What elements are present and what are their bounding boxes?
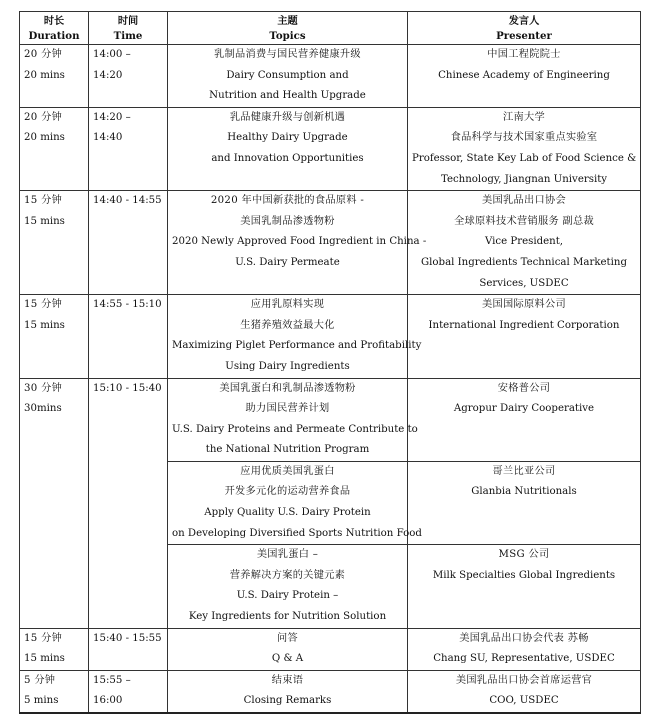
duration-cell — [20, 670, 89, 713]
time-cell: 15:40 - 15:55 — [89, 628, 168, 670]
topic-cell — [168, 670, 408, 713]
duration-zh: 20 分钟 — [24, 49, 63, 60]
presenter-line: 美国乳品出口协会代表 苏畅 — [459, 632, 589, 644]
duration-zh: 20 分钟 — [24, 111, 63, 123]
topic-line: and Innovation Opportunities — [211, 152, 364, 164]
table-row — [20, 191, 641, 295]
header-duration-zh: 时长 — [43, 15, 65, 27]
time-cell: 15:55 – 16:00 — [89, 670, 168, 713]
presenter-line: 中国工程院院士 — [487, 49, 561, 60]
presenter-line: Glanbia Nutritionals — [471, 486, 577, 498]
duration-en: 20 mins — [24, 69, 65, 81]
presenter-line: 江南大学 — [503, 111, 545, 123]
topic-line: 问答 — [277, 632, 298, 644]
topic-cell — [168, 545, 408, 628]
presenter-line: Technology, Jiangnan University — [440, 173, 608, 185]
topic-line: 2020 Newly Approved Food Ingredient in China - — [172, 236, 427, 248]
presenter-line: 美国乳品出口协会首席运营官 — [455, 674, 593, 686]
header-time-en: Time — [113, 29, 143, 42]
duration-cell — [20, 107, 89, 190]
topic-line: Key Ingredients for Nutrition Solution — [188, 611, 387, 623]
topic-line: 生猪养殖效益最大化 — [240, 319, 335, 331]
duration-zh: 15 分钟 — [24, 299, 63, 311]
time-cell: 15:10 - 15:40 — [89, 378, 168, 628]
duration-cell — [20, 191, 89, 295]
time-cell: 14:00 – 14:20 — [89, 45, 168, 108]
header-topics-zh: 主题 — [277, 15, 298, 27]
topic-cell — [168, 45, 408, 108]
header-duration-en: Duration — [28, 29, 80, 42]
header-topics-en: Topics — [269, 29, 306, 42]
topic-line: U.S. Dairy Permeate — [235, 256, 340, 268]
presenter-line: 安格普公司 — [497, 382, 551, 394]
agenda-table — [19, 11, 641, 714]
presenter-cell — [408, 461, 641, 544]
presenter-cell — [408, 545, 641, 628]
topic-line: 美国乳蛋白和乳制品渗透物粉 — [219, 382, 356, 394]
header-row — [20, 12, 641, 45]
duration-zh: 5 分钟 — [24, 674, 56, 686]
table-row — [20, 378, 641, 461]
topic-line: 乳制品消费与国民营养健康升级 — [214, 49, 361, 60]
time-cell: 14:55 - 15:10 — [89, 295, 168, 378]
header-time — [89, 12, 168, 45]
presenter-line: MSG 公司 — [498, 549, 550, 561]
presenter-line: 美国乳品出口协会 — [482, 195, 566, 207]
duration-en: 15 mins — [24, 653, 65, 665]
presenter-cell — [408, 191, 641, 295]
topic-cell — [168, 107, 408, 190]
duration-zh: 15 分钟 — [24, 632, 63, 644]
time-cell: 14:40 - 14:55 — [89, 191, 168, 295]
presenter-cell — [408, 107, 641, 190]
duration-en: 30mins — [24, 403, 62, 415]
presenter-line: Professor, State Key Lab of Food Science & — [412, 152, 637, 164]
topic-line: Closing Remarks — [243, 695, 332, 707]
presenter-line: Services, USDEC — [479, 277, 569, 289]
topic-line: U.S. Dairy Protein – — [236, 590, 339, 602]
presenter-line: Chinese Academy of Engineering — [438, 69, 610, 81]
topic-line: Q & A — [271, 653, 304, 665]
table-row — [20, 295, 641, 378]
topic-line: Nutrition and Health Upgrade — [209, 90, 366, 102]
presenter-cell — [408, 295, 641, 378]
topic-line: on Developing Diversified Sports Nutrition Food — [172, 527, 422, 539]
duration-en: 5 mins — [24, 695, 59, 707]
topic-line: 应用优质美国乳蛋白 — [240, 465, 335, 477]
header-presenter-en: Presenter — [496, 29, 552, 42]
duration-en: 15 mins — [24, 319, 65, 331]
presenter-line: Milk Specialties Global Ingredients — [432, 569, 616, 581]
topic-cell — [168, 628, 408, 670]
topic-cell — [168, 295, 422, 378]
header-time-zh: 时间 — [117, 15, 139, 27]
topic-line: Maximizing Piglet Performance and Profitability — [172, 340, 422, 352]
time-cell: 14:20 – 14:40 — [89, 107, 168, 190]
presenter-line: 哥兰比亚公司 — [492, 465, 556, 477]
duration-cell — [20, 378, 89, 628]
topic-line: 美国乳制品渗透物粉 — [240, 215, 335, 227]
duration-en: 15 mins — [24, 215, 65, 227]
topic-line: U.S. Dairy Proteins and Permeate Contribute to — [172, 423, 418, 435]
duration-cell — [20, 45, 89, 108]
header-topics — [168, 12, 408, 45]
topic-line: the National Nutrition Program — [205, 444, 370, 456]
topic-line: 助力国民营养计划 — [245, 403, 330, 415]
topic-line: Using Dairy Ingredients — [225, 360, 350, 372]
topic-line: 应用乳原料实现 — [250, 299, 325, 311]
topic-line: 乳品健康升级与创新机遇 — [229, 111, 346, 123]
topic-cell — [168, 378, 418, 461]
topic-line: 结束语 — [271, 674, 304, 686]
presenter-line: International Ingredient Corporation — [428, 319, 620, 331]
presenter-line: Vice President, — [484, 236, 564, 248]
duration-zh: 30 分钟 — [24, 382, 63, 394]
header-presenter — [408, 12, 641, 45]
header-duration — [20, 12, 89, 45]
presenter-line: 美国国际原料公司 — [482, 299, 566, 311]
presenter-line: 食品科学与技术国家重点实验室 — [450, 132, 598, 144]
topic-line: Healthy Dairy Upgrade — [227, 132, 348, 144]
topic-line: 美国乳蛋白 – — [256, 549, 319, 561]
topic-cell — [168, 461, 422, 544]
presenter-line: Agropur Dairy Cooperative — [453, 403, 595, 415]
table-row — [20, 45, 641, 108]
presenter-line: Chang SU, Representative, USDEC — [433, 653, 615, 665]
duration-zh: 15 分钟 — [24, 195, 63, 207]
duration-en: 20 mins — [24, 132, 65, 144]
table-row — [20, 670, 641, 713]
topic-line: 营养解决方案的关键元素 — [229, 569, 346, 581]
presenter-cell — [408, 628, 641, 670]
presenter-cell — [408, 378, 641, 461]
topic-line: Apply Quality U.S. Dairy Protein — [204, 507, 371, 519]
presenter-line: 全球原料技术营销服务 副总裁 — [454, 215, 594, 227]
header-presenter-zh: 发言人 — [508, 15, 540, 27]
topic-cell — [168, 191, 427, 295]
table-row — [20, 628, 641, 670]
presenter-line: COO, USDEC — [489, 695, 559, 707]
duration-cell — [20, 295, 89, 378]
topic-line: 2020 年中国新获批的食品原料 - — [210, 195, 365, 207]
duration-cell — [20, 628, 89, 670]
presenter-cell — [408, 45, 641, 108]
presenter-line: Global Ingredients Technical Marketing — [421, 256, 627, 268]
topic-line: Dairy Consumption and — [226, 69, 349, 81]
table-row — [20, 107, 641, 190]
topic-line: 开发多元化的运动营养食品 — [224, 486, 351, 498]
presenter-cell — [408, 670, 641, 713]
